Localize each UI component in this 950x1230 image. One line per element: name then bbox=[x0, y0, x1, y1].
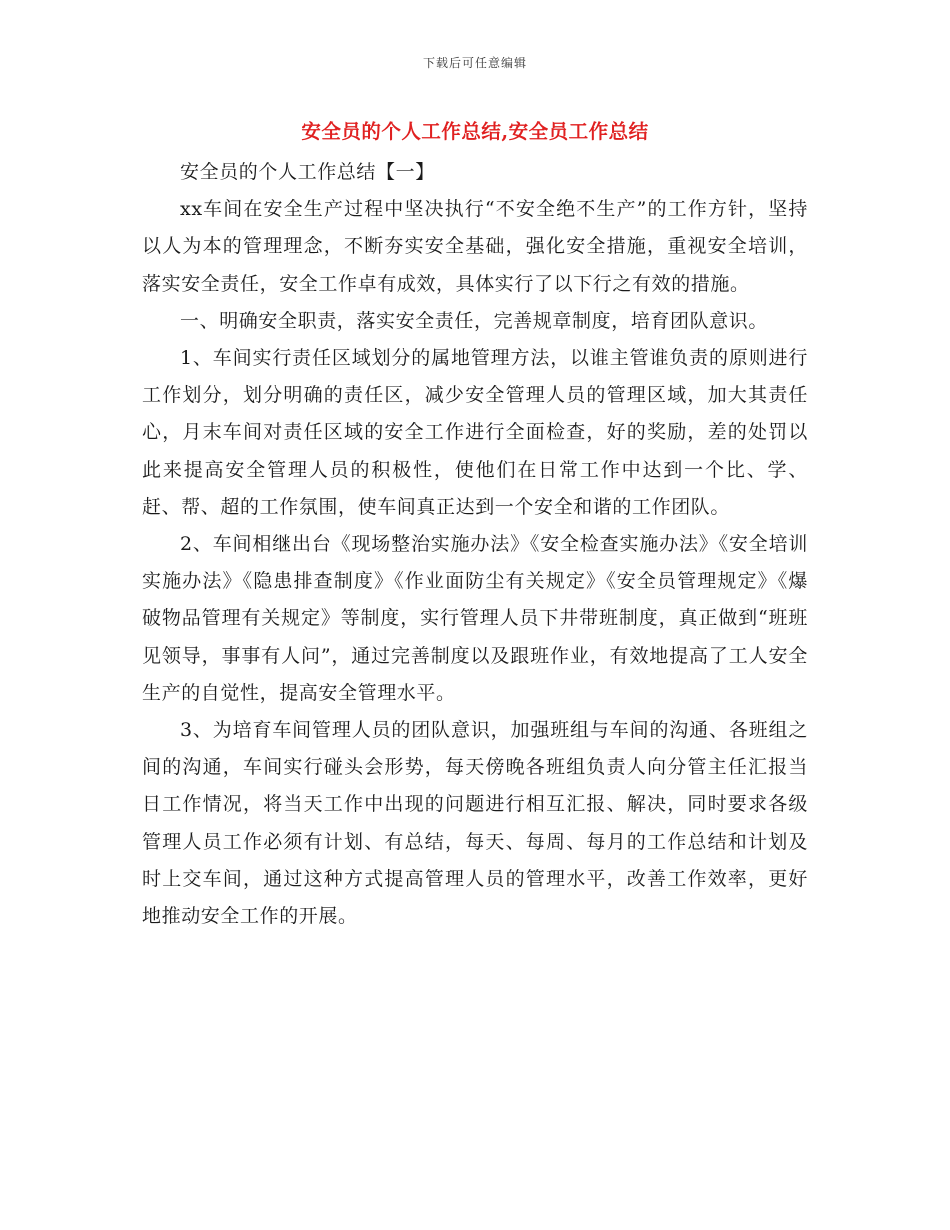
paragraph-section-one: 一、明确安全职责，落实安全责任，完善规章制度，培育团队意识。 bbox=[180, 309, 769, 332]
paragraph-item-1: 1、车间实行责任区域划分的属地管理方法，以谁主管谁负责的原则进行工作划分，划分明确的责任区，减少安全管理人员的管理区域，加大其责任心，月末车间对责任区域的安全工作进行全面检查，好的奖励，差的处罚以此来提高安全管理人员的积极性，使他们在日常工作中达到一个比、学、赶、帮、超的工作氛围，使车间真正达到一个安全和谐的工作团队。 bbox=[142, 347, 808, 518]
section-heading: 安全员的个人工作总结【一】 bbox=[180, 161, 435, 183]
paragraph-item-2: 2、车间相继出台《现场整治实施办法》《安全检查实施办法》《安全培训实施办法》《隐患排查制度》《作业面防尘有关规定》《安全员管理规定》《爆破物品管理有关规定》等制度，实行管理人员下井带班制度，真正做到“班班见领导，事事有人问”，通过完善制度以及跟班作业，有效地提高了工人安全生产的自觉性，提高安全管理水平。 bbox=[142, 533, 808, 704]
paragraph-item-3: 3、为培育车间管理人员的团队意识，加强班组与车间的沟通、各班组之间的沟通，车间实行碰头会形势，每天傍晚各班组负责人向分管主任汇报当日工作情况，将当天工作中出现的问题进行相互汇报、解决，同时要求各级管理人员工作必须有计划、有总结，每天、每周、每月的工作总结和计划及时上交车间，通过这种方式提高管理人员的管理水平，改善工作效率，更好地推动安全工作的开展。 bbox=[142, 719, 808, 928]
header-note: 下载后可任意编辑 bbox=[422, 56, 527, 70]
document-title: 安全员的个人工作总结,安全员工作总结 bbox=[301, 120, 649, 143]
paragraph-intro: xx车间在安全生产过程中坚决执行“不安全绝不生产”的工作方针，坚持以人为本的管理理念，不断夯实安全基础，强化安全措施，重视安全培训，落实安全责任，安全工作卓有成效，具体实行了以下行之有效的措施。 bbox=[142, 198, 808, 295]
document-body bbox=[142, 154, 808, 935]
